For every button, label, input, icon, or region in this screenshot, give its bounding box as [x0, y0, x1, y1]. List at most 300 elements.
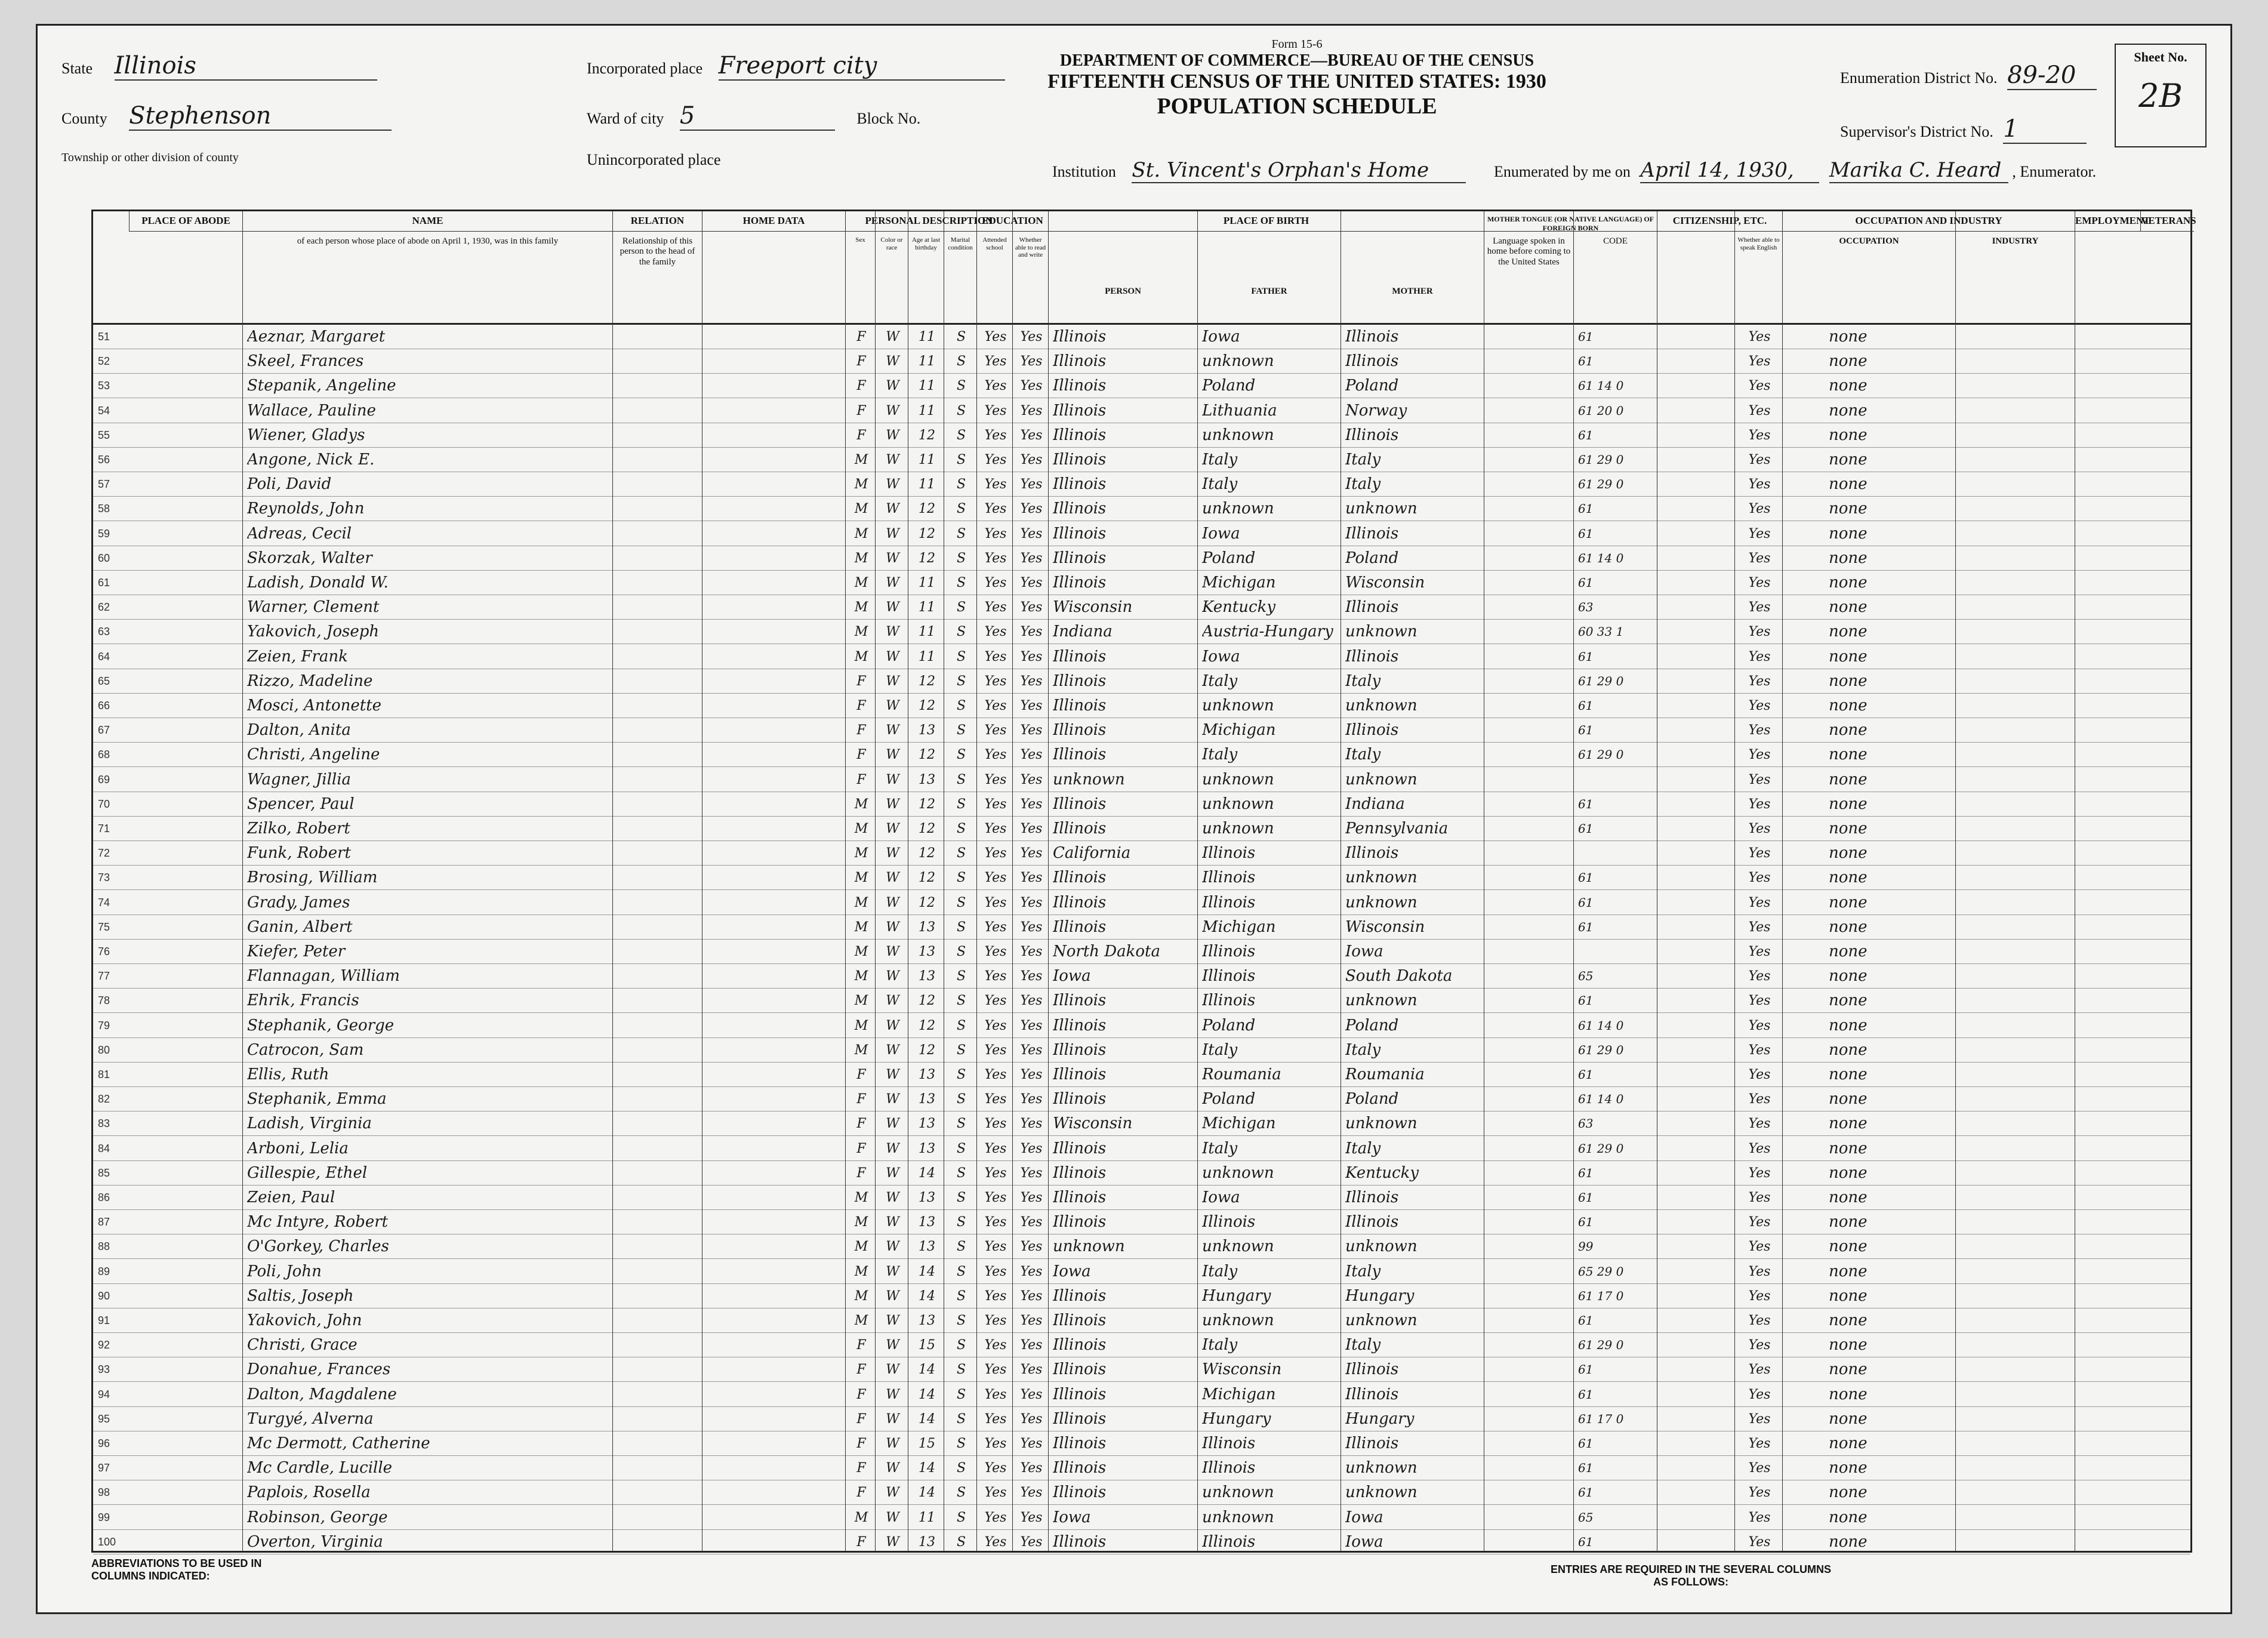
- cell-age: 15: [919, 1338, 935, 1353]
- cell-occ: none: [1829, 549, 1868, 567]
- cell-race: W: [886, 1510, 899, 1525]
- cell-ms: S: [956, 821, 966, 836]
- cell-mbp: Kentucky: [1345, 1163, 1419, 1182]
- cell-age: 12: [919, 1042, 935, 1058]
- cell-eng: Yes: [1748, 673, 1771, 689]
- cell-name: Saltis, Joseph: [247, 1286, 354, 1305]
- form-title-block: [1028, 38, 1566, 119]
- cell-fbp: Illinois: [1202, 943, 1256, 960]
- column-rule: [1573, 211, 1574, 1551]
- cell-n: 59: [98, 527, 110, 540]
- cell-mbp: Illinois: [1345, 598, 1399, 617]
- cell-fbp: unknown: [1202, 1163, 1274, 1182]
- cell-eng: Yes: [1748, 747, 1771, 763]
- cell-eng: Yes: [1748, 526, 1771, 541]
- cell-occ: none: [1829, 770, 1868, 789]
- cell-mbp: Iowa: [1345, 1508, 1383, 1526]
- cell-fbp: Italy: [1202, 451, 1238, 469]
- cell-n: 99: [98, 1511, 110, 1523]
- cell-n: 70: [98, 798, 110, 810]
- cell-code: 61: [1578, 427, 1594, 442]
- cell-mbp: unknown: [1345, 697, 1417, 715]
- unincorporated-label: Unincorporated place: [587, 151, 721, 168]
- cell-sch: Yes: [984, 1485, 1007, 1501]
- cell-sex: F: [856, 1141, 866, 1156]
- cell-race: W: [886, 477, 899, 492]
- cell-code: 61: [1578, 575, 1594, 590]
- column-header-color: Color or race: [875, 233, 908, 325]
- cell-ms: S: [956, 330, 966, 344]
- cell-code: 61: [1578, 1165, 1594, 1180]
- cell-code: 61: [1578, 993, 1594, 1008]
- cell-name: Funk, Robert: [247, 844, 351, 863]
- table-row: [93, 669, 2190, 694]
- cell-sex: M: [854, 624, 868, 640]
- cell-occ: none: [1829, 500, 1868, 518]
- cell-rw: Yes: [1020, 919, 1043, 935]
- cell-n: 77: [98, 970, 110, 983]
- cell-race: W: [886, 1067, 899, 1082]
- cell-name: Catrocon, Sam: [247, 1040, 364, 1059]
- cell-rw: Yes: [1020, 600, 1043, 615]
- cell-name: Ehrik, Francis: [247, 992, 359, 1010]
- cell-name: Christi, Grace: [247, 1336, 358, 1354]
- cell-sex: F: [856, 673, 866, 689]
- cell-bp: Illinois: [1053, 1483, 1107, 1502]
- cell-age: 12: [919, 846, 935, 861]
- cell-race: W: [886, 1362, 899, 1378]
- cell-rw: Yes: [1020, 1215, 1043, 1230]
- cell-fbp: Iowa: [1202, 1189, 1240, 1206]
- cell-eng: Yes: [1748, 354, 1771, 370]
- column-rule: [1012, 211, 1013, 1551]
- cell-bp: Illinois: [1053, 401, 1107, 420]
- cell-rw: Yes: [1020, 870, 1043, 886]
- cell-n: 71: [98, 823, 110, 835]
- cell-ms: S: [956, 846, 966, 861]
- table-row: [93, 374, 2190, 398]
- cell-occ: none: [1829, 967, 1868, 986]
- cell-name: Ladish, Virginia: [247, 1114, 372, 1133]
- cell-code: 61: [1578, 1215, 1594, 1230]
- cell-name: Grady, James: [247, 893, 350, 912]
- county-value: Stephenson: [129, 102, 392, 131]
- cell-sex: F: [856, 403, 866, 418]
- cell-occ: none: [1829, 1163, 1868, 1182]
- cell-n: 97: [98, 1462, 110, 1474]
- cell-n: 68: [98, 749, 110, 761]
- cell-ms: S: [956, 1264, 966, 1279]
- cell-code: 61: [1578, 354, 1594, 369]
- cell-fbp: Illinois: [1202, 992, 1256, 1010]
- cell-bp: Illinois: [1053, 549, 1107, 567]
- cell-race: W: [886, 673, 899, 689]
- table-row: [93, 1063, 2190, 1087]
- cell-race: W: [886, 796, 899, 812]
- table-row: [93, 1161, 2190, 1186]
- cell-mbp: Wisconsin: [1345, 574, 1425, 592]
- block-label: Block No.: [856, 110, 921, 127]
- cell-rw: Yes: [1020, 1116, 1043, 1132]
- cell-n: 82: [98, 1093, 110, 1106]
- cell-eng: Yes: [1748, 919, 1771, 935]
- cell-ms: S: [956, 1042, 966, 1058]
- cell-age: 11: [919, 624, 935, 640]
- cell-fbp: Wisconsin: [1202, 1360, 1282, 1379]
- cell-age: 13: [919, 1534, 935, 1550]
- cell-bp: North Dakota: [1053, 943, 1160, 960]
- cell-code: 63: [1578, 1116, 1594, 1131]
- cell-rw: Yes: [1020, 550, 1043, 566]
- cell-ms: S: [956, 1018, 966, 1033]
- cell-fbp: Lithuania: [1202, 401, 1277, 420]
- table-row: [93, 1137, 2190, 1161]
- department: DEPARTMENT OF COMMERCE—BUREAU OF THE CENSUS: [1059, 51, 1534, 70]
- cell-sex: F: [856, 1362, 866, 1378]
- cell-n: 89: [98, 1265, 110, 1277]
- column-rule: [976, 211, 977, 1551]
- cell-occ: none: [1829, 623, 1868, 641]
- cell-sch: Yes: [984, 575, 1007, 590]
- cell-rw: Yes: [1020, 821, 1043, 836]
- cell-sex: M: [854, 1510, 868, 1525]
- cell-sex: M: [854, 550, 868, 566]
- cell-name: Skeel, Frances: [247, 352, 364, 371]
- cell-rw: Yes: [1020, 1092, 1043, 1107]
- cell-code: 61: [1578, 919, 1594, 934]
- table-row: [93, 1333, 2190, 1357]
- cell-race: W: [886, 1534, 899, 1550]
- cell-name: Dalton, Magdalene: [247, 1385, 397, 1403]
- cell-eng: Yes: [1748, 1067, 1771, 1082]
- cell-n: 96: [98, 1437, 110, 1449]
- cell-sex: F: [856, 747, 866, 763]
- cell-fbp: Michigan: [1202, 917, 1276, 936]
- cell-ms: S: [956, 452, 966, 467]
- column-header-sex: Sex: [845, 233, 875, 325]
- cell-age: 11: [919, 649, 935, 664]
- cell-name: Adreas, Cecil: [247, 524, 352, 543]
- column-rule: [1197, 211, 1198, 1551]
- cell-race: W: [886, 919, 899, 935]
- cell-sex: M: [854, 1288, 868, 1304]
- cell-fbp: Kentucky: [1202, 598, 1276, 617]
- cell-rw: Yes: [1020, 698, 1043, 713]
- cell-occ: none: [1829, 1385, 1868, 1403]
- cell-sex: F: [856, 354, 866, 370]
- column-group-header: EDUCATION: [976, 211, 1048, 232]
- cell-age: 13: [919, 969, 935, 984]
- cell-fbp: unknown: [1202, 697, 1274, 715]
- cell-ms: S: [956, 1239, 966, 1255]
- column-group-header: OCCUPATION AND INDUSTRY: [1782, 211, 2075, 232]
- cell-n: 64: [98, 650, 110, 663]
- cell-rw: Yes: [1020, 427, 1043, 443]
- cell-mbp: Illinois: [1345, 1360, 1399, 1379]
- cell-code: 61: [1578, 698, 1594, 713]
- state-field: State Illinois: [61, 52, 377, 81]
- cell-n: 73: [98, 872, 110, 884]
- cell-sch: Yes: [984, 796, 1007, 812]
- cell-code: 61 29 0: [1578, 1042, 1624, 1057]
- place-value: Freeport city: [719, 52, 1005, 81]
- cell-n: 53: [98, 380, 110, 392]
- cell-ms: S: [956, 1215, 966, 1230]
- cell-fbp: unknown: [1202, 500, 1274, 518]
- cell-eng: Yes: [1748, 575, 1771, 590]
- cell-n: 81: [98, 1069, 110, 1080]
- cell-sch: Yes: [984, 1534, 1007, 1550]
- cell-sex: M: [854, 575, 868, 590]
- cell-code: 61: [1578, 1461, 1594, 1476]
- census-sheet: [36, 24, 2232, 1614]
- cell-ms: S: [956, 698, 966, 713]
- cell-name: Mc Intyre, Robert: [247, 1213, 389, 1231]
- cell-bp: Illinois: [1053, 746, 1107, 764]
- cell-fbp: Austria-Hungary: [1202, 623, 1333, 641]
- table-row: [93, 1530, 2190, 1554]
- cell-race: W: [886, 1116, 899, 1132]
- table-row: [93, 1260, 2190, 1284]
- cell-bp: Illinois: [1053, 1311, 1107, 1329]
- cell-fbp: Italy: [1202, 1262, 1238, 1280]
- cell-occ: none: [1829, 524, 1868, 543]
- footer: [91, 1557, 2192, 1611]
- cell-name: Yakovich, John: [247, 1311, 362, 1329]
- cell-rw: Yes: [1020, 354, 1043, 370]
- cell-eng: Yes: [1748, 378, 1771, 394]
- table-row: [93, 1383, 2190, 1407]
- cell-n: 78: [98, 995, 110, 1007]
- cell-age: 12: [919, 870, 935, 886]
- cell-n: 93: [98, 1363, 110, 1376]
- cell-code: 61: [1578, 1067, 1594, 1082]
- cell-occ: none: [1829, 820, 1868, 838]
- table-row: [93, 915, 2190, 940]
- cell-mbp: unknown: [1345, 1237, 1417, 1256]
- column-header-school: Attended school: [976, 233, 1012, 325]
- cell-rw: Yes: [1020, 772, 1043, 787]
- cell-age: 12: [919, 993, 935, 1009]
- cell-bp: Illinois: [1053, 869, 1107, 887]
- cell-name: Kiefer, Peter: [247, 943, 346, 960]
- cell-race: W: [886, 1485, 899, 1501]
- cell-occ: none: [1829, 328, 1868, 346]
- cell-age: 12: [919, 526, 935, 541]
- cell-rw: Yes: [1020, 526, 1043, 541]
- cell-fbp: Italy: [1202, 746, 1238, 764]
- cell-bp: Illinois: [1053, 1016, 1107, 1034]
- cell-eng: Yes: [1748, 1018, 1771, 1033]
- cell-name: Overton, Virginia: [247, 1532, 383, 1551]
- cell-age: 12: [919, 747, 935, 763]
- column-header-code: CODE: [1573, 233, 1657, 325]
- cell-occ: none: [1829, 1409, 1868, 1428]
- cell-n: 63: [98, 626, 110, 638]
- cell-bp: Illinois: [1053, 500, 1107, 518]
- cell-n: 60: [98, 552, 110, 564]
- table-row: [93, 1431, 2190, 1456]
- cell-rw: Yes: [1020, 796, 1043, 812]
- cell-sex: M: [854, 993, 868, 1009]
- institution-value: St. Vincent's Orphan's Home: [1132, 158, 1466, 183]
- cell-mbp: South Dakota: [1345, 967, 1453, 986]
- cell-mbp: Illinois: [1345, 721, 1399, 740]
- cell-fbp: unknown: [1202, 820, 1274, 838]
- cell-sex: M: [854, 477, 868, 492]
- cell-n: 100: [98, 1535, 116, 1548]
- cell-age: 12: [919, 673, 935, 689]
- cell-sex: F: [856, 1116, 866, 1132]
- cell-race: W: [886, 969, 899, 984]
- cell-rw: Yes: [1020, 1239, 1043, 1255]
- column-header-mother: MOTHER: [1341, 233, 1484, 325]
- cell-eng: Yes: [1748, 1288, 1771, 1304]
- cell-occ: none: [1829, 1213, 1868, 1231]
- cell-sex: M: [854, 1018, 868, 1033]
- cell-n: 54: [98, 404, 110, 417]
- cell-rw: Yes: [1020, 846, 1043, 861]
- cell-sex: F: [856, 378, 866, 394]
- cell-n: 66: [98, 700, 110, 712]
- cell-rw: Yes: [1020, 944, 1043, 959]
- cell-occ: none: [1829, 1360, 1868, 1379]
- cell-sex: M: [854, 600, 868, 615]
- cell-name: Zeien, Paul: [247, 1189, 335, 1206]
- cell-ms: S: [956, 944, 966, 959]
- cell-n: 75: [98, 920, 110, 933]
- cell-mbp: Poland: [1345, 1090, 1399, 1109]
- cell-code: 63: [1578, 600, 1594, 615]
- cell-ms: S: [956, 526, 966, 541]
- enumerator-name: Marika C. Heard: [1829, 158, 2008, 183]
- cell-bp: Wisconsin: [1053, 1114, 1133, 1133]
- cell-race: W: [886, 1092, 899, 1107]
- cell-race: W: [886, 624, 899, 640]
- cell-code: 61 29 0: [1578, 1338, 1624, 1353]
- cell-name: O'Gorkey, Charles: [247, 1237, 389, 1256]
- table-row: [93, 1014, 2190, 1038]
- cell-sch: Yes: [984, 501, 1007, 517]
- table-row: [93, 1234, 2190, 1259]
- cell-fbp: unknown: [1202, 770, 1274, 789]
- cell-rw: Yes: [1020, 1485, 1043, 1501]
- cell-race: W: [886, 575, 899, 590]
- ward-value: 5: [680, 102, 835, 131]
- cell-race: W: [886, 403, 899, 418]
- state-value: Illinois: [115, 52, 377, 81]
- cell-race: W: [886, 452, 899, 467]
- cell-ms: S: [956, 1338, 966, 1353]
- cell-code: 61 20 0: [1578, 403, 1624, 418]
- table-row: [93, 1357, 2190, 1382]
- cell-bp: Iowa: [1053, 967, 1091, 986]
- cell-rw: Yes: [1020, 1141, 1043, 1156]
- table-row: [93, 423, 2190, 448]
- cell-n: 84: [98, 1142, 110, 1154]
- cell-name: Brosing, William: [247, 869, 378, 887]
- cell-rw: Yes: [1020, 649, 1043, 664]
- cell-sch: Yes: [984, 1190, 1007, 1205]
- table-row: [93, 448, 2190, 472]
- cell-occ: none: [1829, 917, 1868, 936]
- cell-fbp: Michigan: [1202, 721, 1276, 740]
- cell-n: 91: [98, 1314, 110, 1326]
- cell-name: Mosci, Antonette: [247, 697, 382, 715]
- column-group-header: MOTHER TONGUE (OR NATIVE LANGUAGE) OF FOREIGN BORN: [1484, 211, 1657, 232]
- cell-ms: S: [956, 1092, 966, 1107]
- cell-sch: Yes: [984, 1092, 1007, 1107]
- cell-sex: M: [854, 870, 868, 886]
- cell-occ: none: [1829, 844, 1868, 863]
- ed-field: Enumeration District No. 89-20: [1840, 61, 2097, 90]
- cell-name: Angone, Nick E.: [247, 451, 375, 469]
- cell-n: 94: [98, 1388, 110, 1400]
- column-group-header: HOME DATA: [702, 211, 845, 232]
- cell-sch: Yes: [984, 403, 1007, 418]
- cell-eng: Yes: [1748, 1362, 1771, 1378]
- cell-code: 61: [1578, 870, 1594, 885]
- cell-age: 11: [919, 354, 935, 370]
- cell-fbp: Italy: [1202, 475, 1238, 494]
- cell-occ: none: [1829, 1459, 1868, 1477]
- cell-name: Zeien, Frank: [247, 647, 348, 666]
- form-number: Form 15-6: [1271, 38, 1323, 51]
- cell-sch: Yes: [984, 1313, 1007, 1328]
- cell-age: 12: [919, 698, 935, 713]
- table-row: [93, 1186, 2190, 1210]
- cell-age: 11: [919, 575, 935, 590]
- cell-name: Mc Cardle, Lucille: [247, 1459, 393, 1477]
- column-group-header: PLACE OF ABODE: [129, 211, 242, 232]
- cell-name: Poli, David: [247, 475, 332, 494]
- cell-eng: Yes: [1748, 698, 1771, 713]
- cell-n: 65: [98, 675, 110, 687]
- cell-fbp: Poland: [1202, 377, 1256, 395]
- cell-eng: Yes: [1748, 944, 1771, 959]
- cell-sex: F: [856, 1092, 866, 1107]
- cell-eng: Yes: [1748, 330, 1771, 344]
- cell-age: 11: [919, 330, 935, 344]
- cell-code: 61 29 0: [1578, 673, 1624, 688]
- cell-eng: Yes: [1748, 1116, 1771, 1132]
- table-row: [93, 1112, 2190, 1136]
- cell-code: 61: [1578, 1362, 1594, 1377]
- cell-rw: Yes: [1020, 403, 1043, 418]
- cell-sch: Yes: [984, 1116, 1007, 1132]
- cell-fbp: Italy: [1202, 1139, 1238, 1157]
- cell-race: W: [886, 378, 899, 394]
- cell-rw: Yes: [1020, 330, 1043, 344]
- cell-eng: Yes: [1748, 846, 1771, 861]
- table-row: [93, 497, 2190, 521]
- column-header-person: PERSON: [1048, 233, 1197, 325]
- cell-age: 11: [919, 378, 935, 394]
- cell-eng: Yes: [1748, 1264, 1771, 1279]
- cell-eng: Yes: [1748, 772, 1771, 787]
- cell-name: Wiener, Gladys: [247, 426, 365, 444]
- cell-mbp: Italy: [1345, 1336, 1381, 1354]
- cell-sch: Yes: [984, 427, 1007, 443]
- cell-occ: none: [1829, 598, 1868, 617]
- cell-sch: Yes: [984, 1461, 1007, 1476]
- schedule-title: POPULATION SCHEDULE: [1157, 94, 1437, 119]
- cell-sch: Yes: [984, 846, 1007, 861]
- cell-age: 13: [919, 1190, 935, 1205]
- cell-rw: Yes: [1020, 1510, 1043, 1525]
- cell-bp: Illinois: [1053, 893, 1107, 912]
- enumeration-date: April 14, 1930,: [1640, 158, 1819, 183]
